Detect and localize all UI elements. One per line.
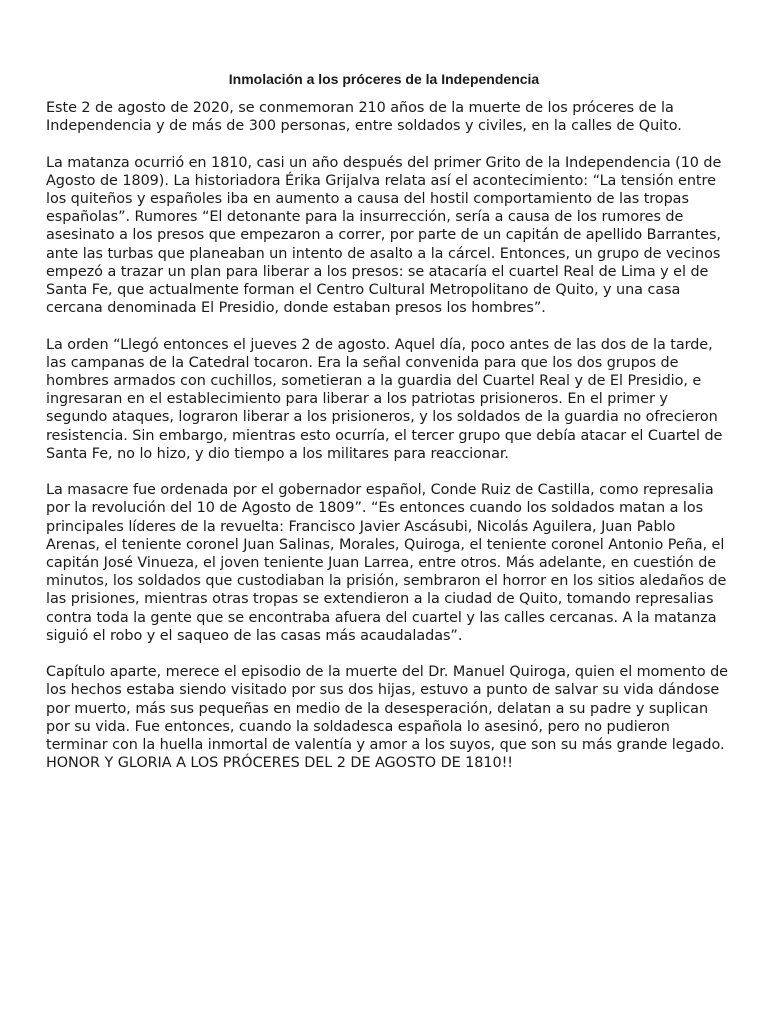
paragraph-1: Este 2 de agosto de 2020, se conmemoran 210 años de la muerte de los próceres de la Independencia y de más de 300 personas, entre soldados y civiles, en la calles de Quito.: [46, 100, 682, 135]
paragraph-4: La masacre fue ordenada por el gobernador español, Conde Ruiz de Castilla, como represalia por la revolución del 10 de Agosto de 1809”. “Es entonces cuando los soldados matan a los principales líderes de la revuelta: Francisco Javier Ascásubi, Nicolás Aguilera, Juan Pablo Arenas, el teniente coronel Juan Salinas, Morales, Quiroga, el teniente coronel Antonio Peña, el capitán José Vinueza, el joven teniente Juan Larrea, entre otros. Más adelante, en cuestión de minutos, los soldados que custodiaban la prisión, sembraron el horror en los sitios aledaños de las prisiones, mientras otras tropas se extendieron a la ciudad de Quito, tomando represalias contra toda la gente que se encontraba afuera del cuartel y las calles cercanas. A la matanza siguió el robo y el saqueo de las casas más acaudaladas”.: [46, 482, 727, 644]
paragraph-3: La orden “Llegó entonces el jueves 2 de agosto. Aquel día, poco antes de las dos de la tarde, las campanas de la Catedral tocaron. Era la señal convenida para que los dos grupos de hombres armados con cuchillos, sometieran a la guardia del Cuartel Real y de El Presidio, e ingresaran en el establecimiento para liberar a los patriotas prisioneros. En el primer y segundo ataques, lograron liberar a los prisioneros, y los soldados de la guardia no ofrecieron resistencia. Sin embargo, mientras esto ocurría, el tercer grupo que debía atacar el Cuartel de Santa Fe, no lo hizo, y dio tiempo a los militares para reaccionar.: [46, 336, 723, 462]
document-body: [46, 99, 728, 791]
paragraph-5: Capítulo aparte, merece el episodio de la muerte del Dr. Manuel Quiroga, quien el momento de los hechos estaba siendo visitado por sus dos hijas, estuvo a punto de salvar su vida dándose por muerto, más sus pequeñas en medio de la desesperación, delatan a su padre y suplican por su vida. Fue entonces, cuando la soldadesca española lo asesinó, pero no pudieron terminar con la huella inmortal de valentía y amor a los suyos, que son su más grande legado. HONOR Y GLORIA A LOS PRÓCERES DEL 2 DE AGOSTO DE 1810!!: [46, 664, 728, 772]
document-title: Inmolación a los próceres de la Independencia: [228, 71, 540, 87]
paragraph-2: La matanza ocurrió en 1810, casi un año después del primer Grito de la Independencia (10 de Agosto de 1809). La historiadora Érika Grijalva relata así el acontecimiento: “La tensión entre los quiteños y españoles iba en aumento a causa del hostil comportamiento de las tropas españolas”. Rumores “El detonante para la insurrección, sería a causa de los rumores de asesinato a los presos que empezaron a correr, por parte de un capitán de apellido Barrantes, ante las turbas que planeaban un intento de asalto a la cárcel. Entonces, un grupo de vecinos empezó a trazar un plan para liberar a los presos: se atacaría el cuartel Real de Lima y el de Santa Fe, que actualmente forman el Centro Cultural Metropolitano de Quito, y una casa cercana denominada El Presidio, donde estaban presos los hombres”.: [46, 154, 722, 317]
